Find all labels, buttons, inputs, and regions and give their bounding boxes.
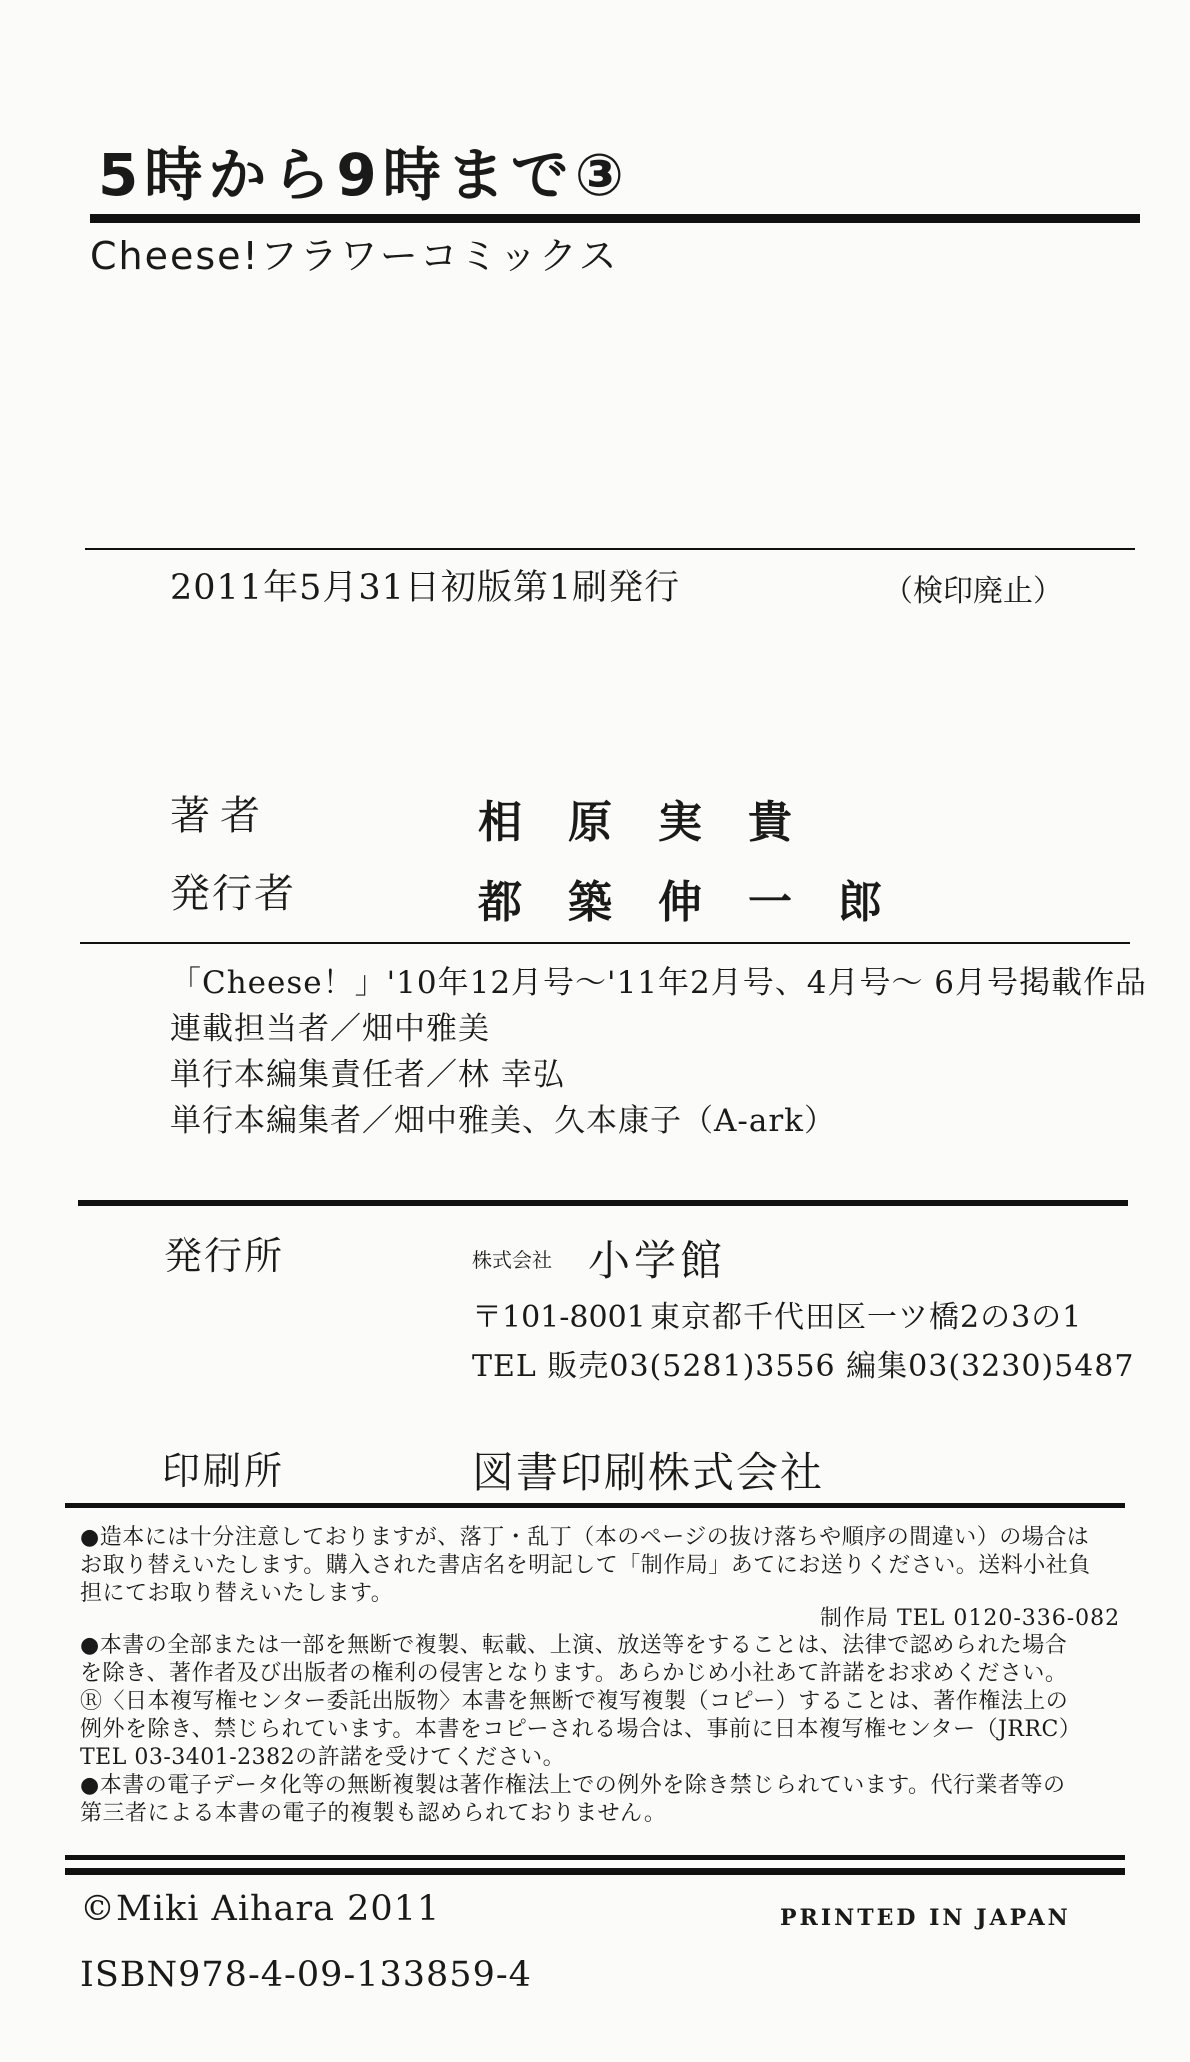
production-dept: 制作局 TEL 0120-336-082 (820, 1606, 1121, 1631)
title-rule (90, 214, 1140, 223)
notice-top-rule (65, 1503, 1125, 1508)
publisher-name: 小学館 (588, 1236, 727, 1285)
postal-code: 〒101-8001 (472, 1300, 646, 1335)
book-title: 5時から9時まで③ (98, 141, 630, 209)
publisher-label: 発行所 (164, 1234, 285, 1278)
copyright-notice: ©Miki Aihara 2011 (80, 1889, 441, 1929)
serial-line: 単行本編集責任者／林 幸弘 (170, 1057, 565, 1093)
edition-line: 2011年5月31日初版第1刷発行 (170, 568, 681, 608)
notice-line: TEL 03-3401-2382の許諾を受けてください。 (80, 1745, 566, 1770)
notice-line: ●造本には十分注意しておりますが、落丁・乱丁（本のページの抜け落ちや順序の間違い）の場合は (80, 1525, 1090, 1550)
seal-note: （検印廃止） (883, 574, 1063, 609)
printer-name: 図書印刷株式会社 (472, 1448, 825, 1497)
author-name: 相原実貴 (478, 797, 838, 848)
serial-line: 連載担当者／畑中雅美 (170, 1011, 490, 1047)
serial-line: 「Cheese！」'10年12月号〜'11年2月号、4月号〜 6月号掲載作品 (170, 965, 1148, 1001)
publisher-person-name: 都築伸一郎 (478, 877, 928, 928)
corp-prefix: 株式会社 (472, 1248, 552, 1272)
notice-line: 第三者による本書の電子的複製も認められておりません。 (80, 1801, 667, 1826)
author-label: 著者 (170, 793, 270, 839)
notice-line: 担にてお取り替えいたします。 (80, 1581, 394, 1606)
publisher-address: 東京都千代田区一ツ橋2の3の1 (650, 1300, 1083, 1335)
edition-rule (85, 548, 1135, 550)
notice-bottom-rule (65, 1868, 1125, 1875)
isbn: ISBN978-4-09-133859-4 (80, 1955, 532, 1995)
publisher-tel: TEL 販売03(5281)3556 編集03(3230)5487 (472, 1349, 1135, 1384)
printer-label: 印刷所 (162, 1449, 286, 1493)
notice-line: ●本書の全部または一部を無断で複製、転載、上演、放送等をすることは、法律で認められた場合 (80, 1633, 1068, 1658)
notice-line: ●本書の電子データ化等の無断複製は著作権法上での例外を除き禁じられています。代行業者等の (80, 1773, 1066, 1798)
imprint-label: Cheese!フラワーコミックス (90, 234, 619, 278)
notice-line: Ⓡ〈日本複写権センター委託出版物〉本書を無断で複写複製（コピー）することは、著作権法上の (80, 1689, 1069, 1714)
printed-in: PRINTED IN JAPAN (780, 1905, 1071, 1931)
publisher-person-label: 発行者 (170, 871, 296, 917)
notice-line: お取り替えいたします。購入された書店名を明記して「制作局」あてにお送りください。送料小社負 (80, 1553, 1091, 1578)
notice-bottom-rule (65, 1855, 1125, 1860)
credits-rule (80, 942, 1130, 944)
notice-line: を除き、著作者及び出版者の権利の侵害となります。あらかじめ小社あて許諾をお求めください。 (80, 1661, 1068, 1686)
serial-line: 単行本編集者／畑中雅美、久本康子（A-ark） (170, 1103, 836, 1139)
serial-rule (78, 1200, 1128, 1206)
notice-line: 例外を除き、禁じられています。本書をコピーされる場合は、事前に日本複写権センター（JRRC） (80, 1717, 1082, 1742)
